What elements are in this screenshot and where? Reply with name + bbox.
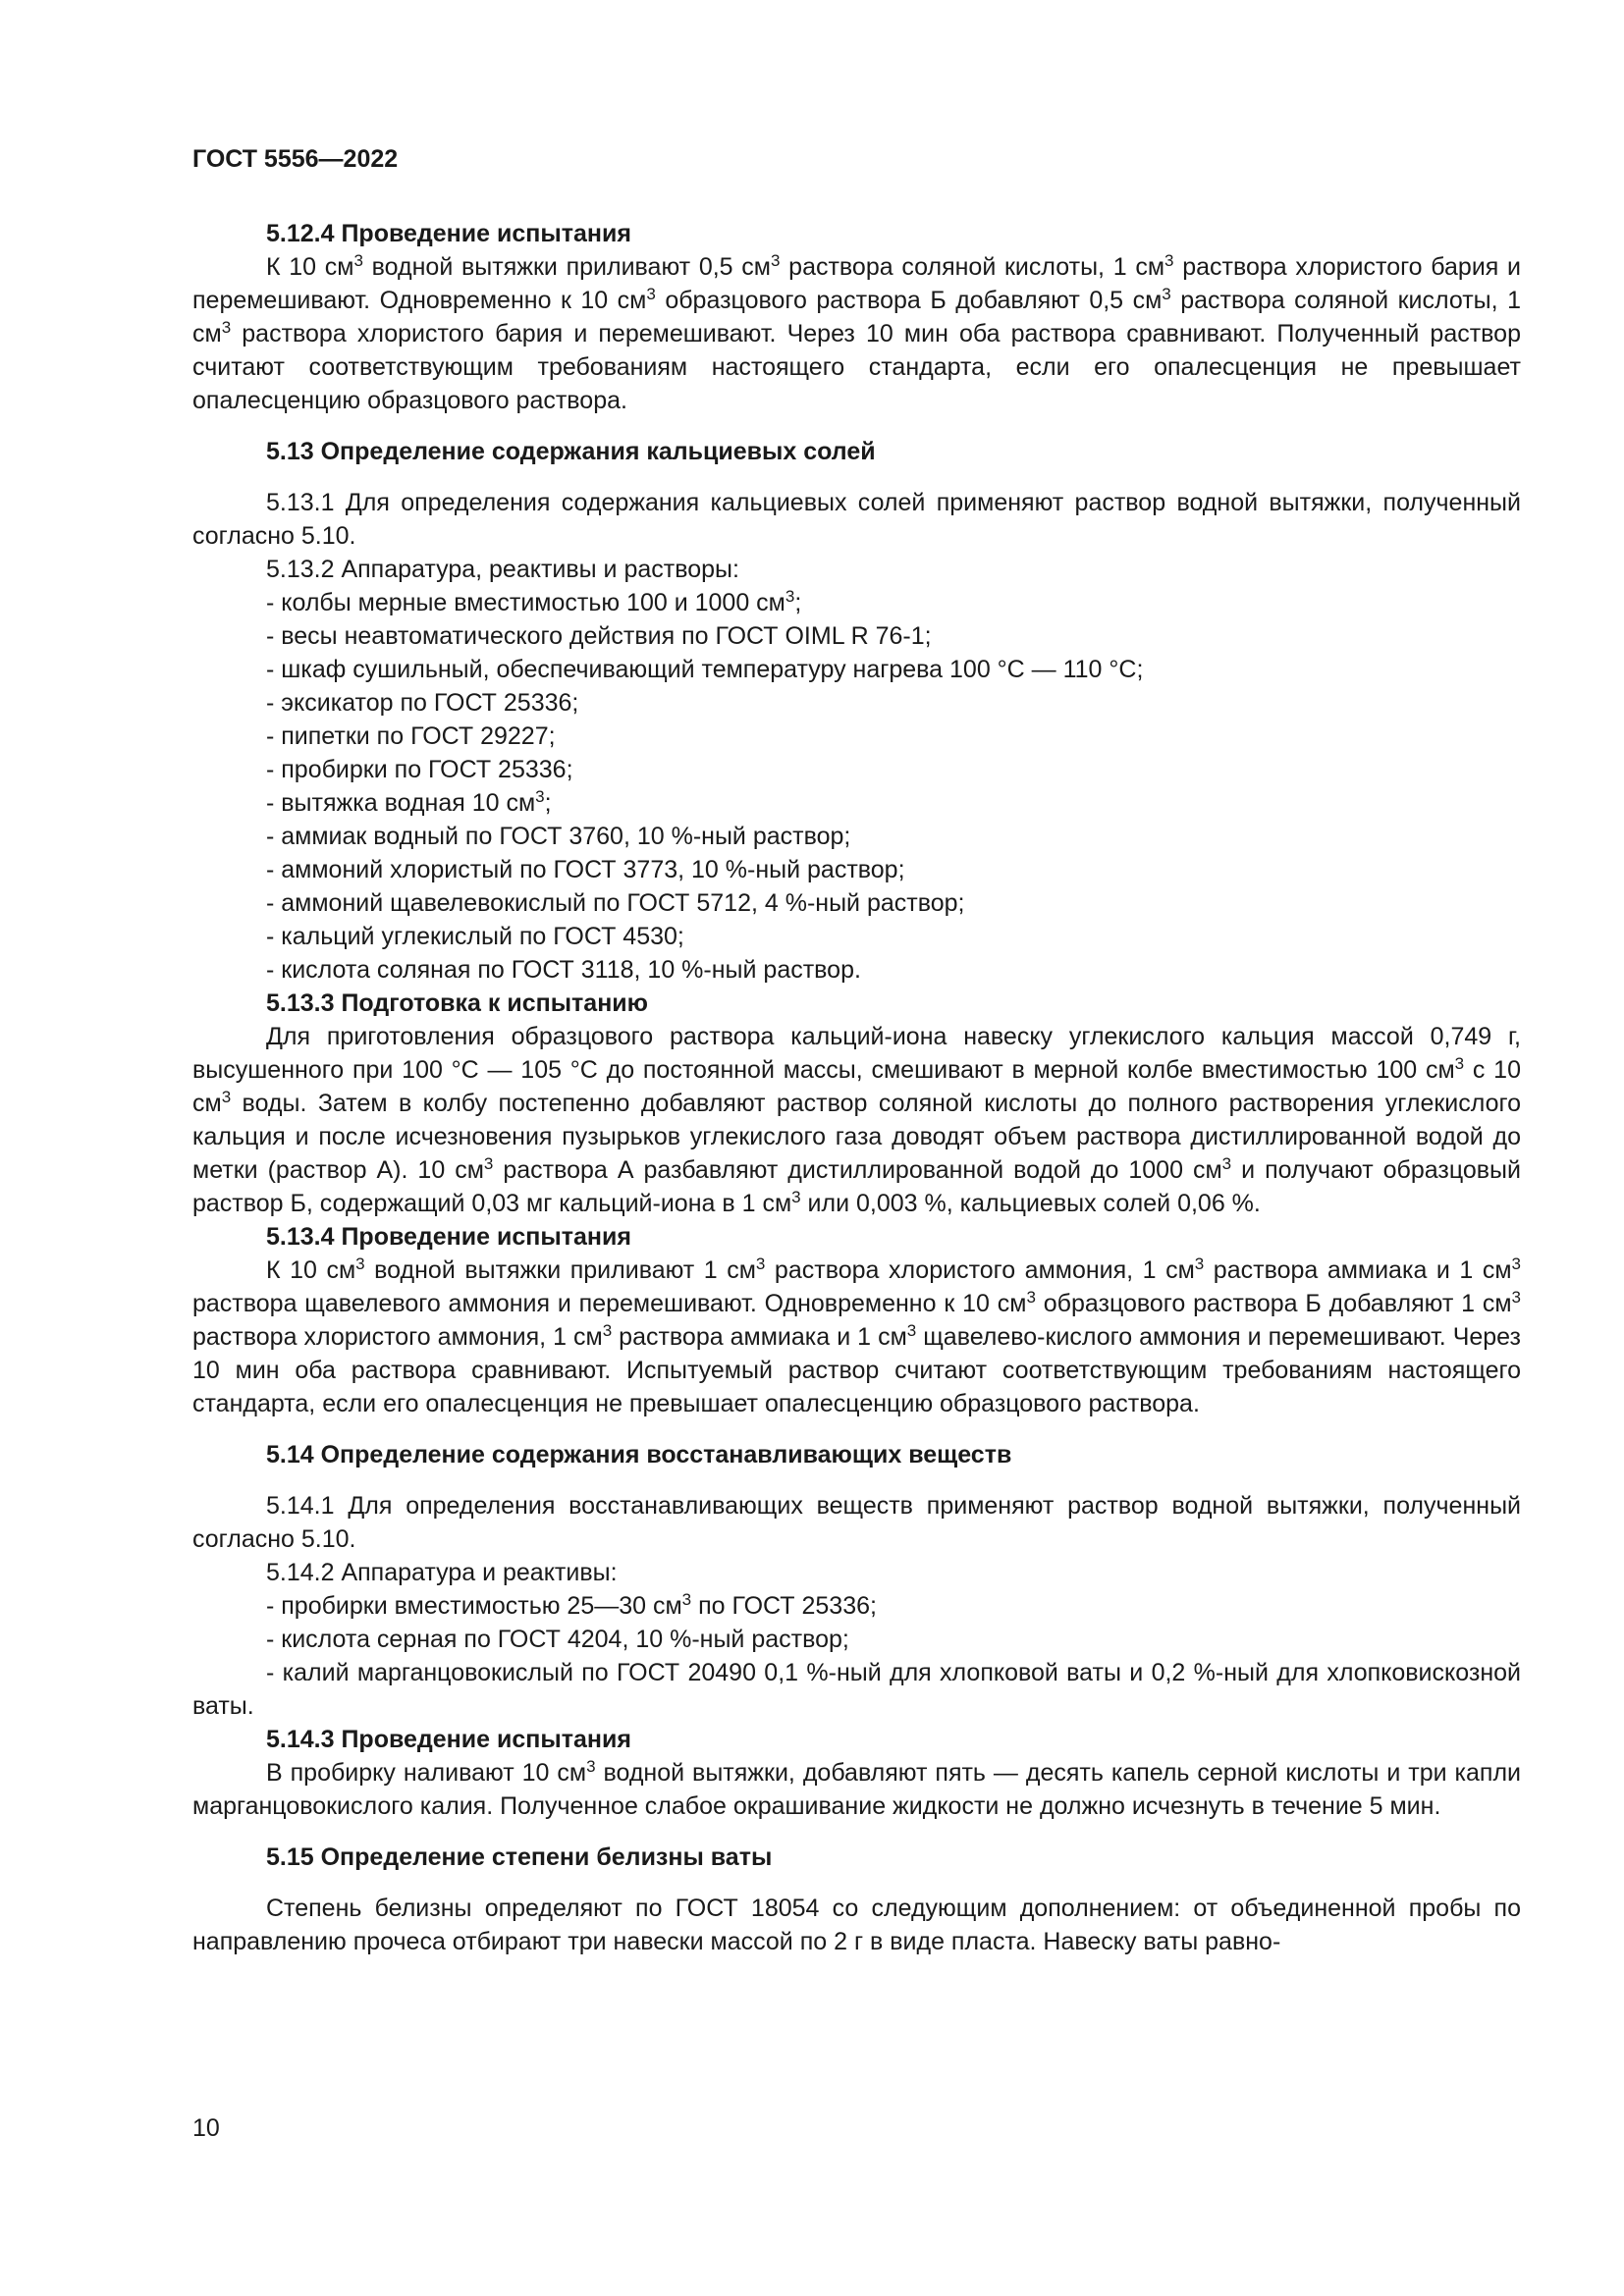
- list-item: - аммоний хлористый по ГОСТ 3773, 10 %-ный раствор;: [266, 856, 905, 883]
- paragraph-5-13-1: 5.13.1 Для определения содержания кальциевых солей применяют раствор водной вытяжки, полученный согласно 5.10.: [192, 489, 1521, 550]
- document-page: [192, 145, 1521, 1958]
- paragraph-5-12-4: К 10 $см^3$ водной вытяжки приливают 0,5 $см^3$ раствора соляной кислоты, 1 $см^3$ раствора хлористого бария и перемешивают. Одновременно к 10 $см^3$ образцового раствора Б добавляют 0,5 $см^3$ раствора соляной кислоты, 1 $см^3$ раствора хлористого бария и перемешивают. Через 10 мин оба раствора сравнивают. Полученный раствор считают соответствующим требованиям настоящего стандарта, если его опалесценция не превышает опалесценцию образцового раствора.: [192, 251, 1522, 414]
- list-item: - аммиак водный по ГОСТ 3760, 10 %-ный раствор;: [266, 823, 851, 850]
- list-item: - колбы мерные вместимостью 100 и 1000 $см^3$;: [266, 587, 802, 616]
- section-heading-5-14-3: 5.14.3 Проведение испытания: [266, 1726, 631, 1753]
- paragraph-5-15: Степень белизны определяют по ГОСТ 18054 со следующим дополнением: от объединенной пробы по направлению прочеса отбирают три навески массой по 2 г в виде пласта. Навеску ваты равно-: [192, 1895, 1521, 1955]
- list-item: - шкаф сушильный, обеспечивающий температуру нагрева 100 °С — 110 °С;: [266, 656, 1144, 683]
- document-code-header: ГОСТ 5556—2022: [192, 145, 399, 173]
- paragraph-5-13-4: К 10 $см^3$ водной вытяжки приливают 1 $см^3$ раствора хлористого аммония, 1 $см^3$ раствора аммиака и 1 $см^3$ раствора щавелевого аммония и перемешивают. Одновременно к 10 $см^3$ образцового раствора Б добавляют 1 $см^3$ раствора хлористого аммония, 1 $см^3$ раствора аммиака и 1 $см^3$ щавелево-кислого аммония и перемешивают. Через 10 мин оба раствора сравнивают. Испытуемый раствор считают соответствующим требованиям настоящего стандарта, если его опалесценция не превышает опалесценцию образцового раствора.: [192, 1255, 1522, 1417]
- list-item: - кислота соляная по ГОСТ 3118, 10 %-ный раствор.: [266, 956, 861, 984]
- paragraph-5-13-2: 5.13.2 Аппаратура, реактивы и растворы:: [266, 556, 739, 583]
- section-heading-5-13: 5.13 Определение содержания кальциевых солей: [266, 438, 876, 465]
- list-item: - аммоний щавелевокислый по ГОСТ 5712, 4 %-ный раствор;: [266, 889, 965, 917]
- list-item: - пипетки по ГОСТ 29227;: [266, 722, 556, 750]
- section-heading-5-14: 5.14 Определение содержания восстанавливающих веществ: [266, 1441, 1012, 1468]
- list-item: - калий марганцовокислый по ГОСТ 20490 0,1 %-ный для хлопковой ваты и 0,2 %-ный для хлопковискозной ваты.: [192, 1659, 1521, 1720]
- section-heading-5-13-3: 5.13.3 Подготовка к испытанию: [266, 989, 649, 1017]
- section-heading-5-15: 5.15 Определение степени белизны ваты: [266, 1843, 773, 1871]
- list-item: - кислота серная по ГОСТ 4204, 10 %-ный раствор;: [266, 1626, 849, 1653]
- paragraph-5-14-3: В пробирку наливают 10 $см^3$ водной вытяжки, добавляют пять — десять капель серной кислоты и три капли марганцовокислого калия. Полученное слабое окрашивание жидкости не должно исчезнуть в течение 5 мин.: [192, 1757, 1521, 1820]
- section-heading-5-12-4: 5.12.4 Проведение испытания: [266, 220, 631, 247]
- paragraph-5-13-3: Для приготовления образцового раствора кальций-иона навеску углекислого кальция массой 0,749 г, высушенного при 100 °С — 105 °С до постоянной массы, смешивают в мерной колбе вместимостью 100 $см^3$ с 10 $см^3$ воды. Затем в колбу постепенно добавляют раствор соляной кислоты до полного растворения углекислого кальция и после исчезновения пузырьков углекислого газа доводят объем раствора дистиллированной водой до метки (раствор А). 10 $см^3$ раствора А разбавляют дистиллированной водой до 1000 $см^3$ и получают образцовый раствор Б, содержащий 0,03 мг кальций-иона в 1 $см^3$ или 0,003 %, кальциевых солей 0,06 %.: [192, 1023, 1521, 1217]
- list-item: - кальций углекислый по ГОСТ 4530;: [266, 923, 684, 950]
- page-number: 10: [192, 2114, 220, 2142]
- list-item: - вытяжка водная 10 $см^3$;: [266, 787, 552, 817]
- section-heading-5-13-4: 5.13.4 Проведение испытания: [266, 1223, 631, 1251]
- paragraph-5-14-1: 5.14.1 Для определения восстанавливающих веществ применяют раствор водной вытяжки, полученный согласно 5.10.: [192, 1492, 1521, 1553]
- list-item: - пробирки вместимостью 25—30 $см^3$ по ГОСТ 25336;: [266, 1590, 877, 1620]
- list-item: - пробирки по ГОСТ 25336;: [266, 756, 573, 783]
- list-item: - эксикатор по ГОСТ 25336;: [266, 689, 579, 717]
- paragraph-5-14-2: 5.14.2 Аппаратура и реактивы:: [266, 1559, 618, 1586]
- list-item: - весы неавтоматического действия по ГОСТ OIML R 76-1;: [266, 622, 932, 650]
